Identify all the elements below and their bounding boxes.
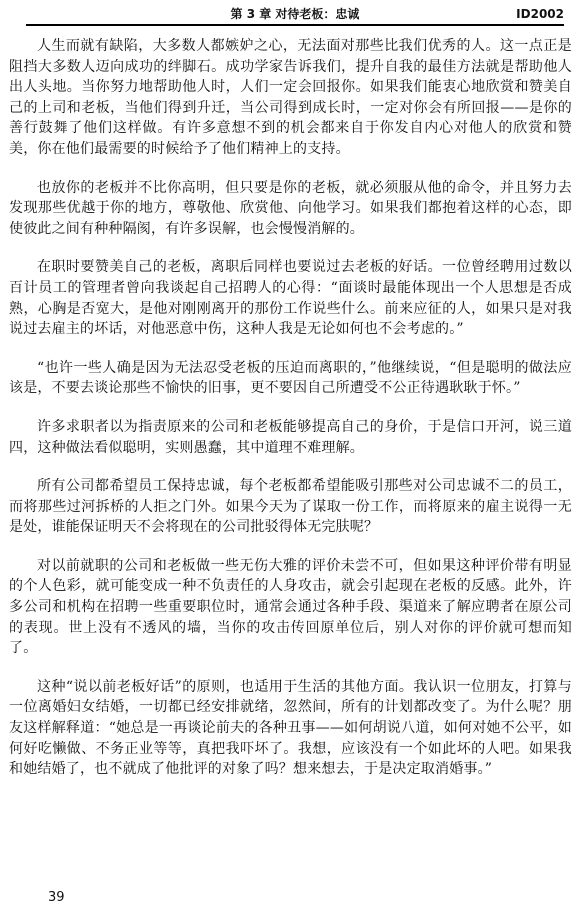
running-header: [26, 6, 564, 26]
chapter-title: 第 3 章 对待老板：忠诚: [230, 7, 360, 21]
paragraph: 人生而就有缺陷，大多数人都嫉妒之心，无法面对那些比我们优秀的人。这一点正是阻挡大多数人迈向成功的绊脚石。成功学家告诉我们，提升自我的最佳方法就是帮助他人出人头地。当你努力地帮助他人时，人们一定会回报你。如果我们能衷心地欣赏和赞美自己的上司和老板，当他们得到升迁，当公司得到成长时，一定对你会有所回报——是你的善行鼓舞了他们这样做。有许多意想不到的机会都来自于你发自内心对他人的欣赏和赞美，你在他们最需要的时候给予了他们精神上的支持。: [9, 38, 572, 157]
body-text: [9, 36, 572, 798]
paragraph: 在职时要赞美自己的老板，离职后同样也要说过去老板的好话。一位曾经聘用过数以百计员工的管理者曾向我谈起自己招聘人的心得：“面谈时最能体现出一个人思想是否成熟，心胸是否宽大，是他对刚刚离开的那份工作说些什么。前来应征的人，如果只是对我说过去雇主的坏话，对他恶意中伤，这种人我是无论如何也不会考虑的。”: [9, 259, 572, 338]
paragraph: 许多求职者以为指责原来的公司和老板能够提高自己的身价，于是信口开河，说三道四，这种做法看似聪明，实则愚蠢，其中道理不难理解。: [9, 418, 572, 456]
paragraph: 所有公司都希望员工保持忠诚，每个老板都希望能吸引那些对公司忠诚不二的员工，而将那些过河拆桥的人拒之门外。如果今天为了谋取一份工作，而将原来的雇主说得一无是处，谁能保证明天不会将现在的公司批驳得体无完肤呢？: [9, 478, 572, 536]
paragraph: 对以前就职的公司和老板做一些无伤大雅的评价未尝不可，但如果这种评价带有明显的个人色彩，就可能变成一种不负责任的人身攻击，就会引起现在老板的反感。此外，许多公司和机构在招聘一些重要职位时，通常会通过各种手段、渠道来了解应聘者在原公司的表现。世上没有不透风的墙，当你的攻击传回原单位后，别人对你的评价就可想而知了。: [9, 557, 572, 657]
paragraph: 也放你的老板并不比你高明，但只要是你的老板，就必须服从他的命令，并且努力去发现那些优越于你的地方，尊敬他、欣赏他、向他学习。如果我们都抱着这样的心态，即使彼此之间有种种隔阂，有许多误解，也会慢慢消解的。: [9, 179, 572, 237]
paragraph: 这种“说以前老板好话”的原则，也适用于生活的其他方面。我认识一位朋友，打算与一位离婚妇女结婚，一切都已经安排就绪，忽然间，所有的计划都改变了。为什么呢？朋友这样解释道：“她总是一再谈论前夫的各种丑事——如何胡说八道，如何对她不公平，如何好吃懒做、不务正业等等，真把我吓坏了。我想，应该没有一个如此坏的人吧。如果我和她结婚了，也不就成了他批评的对象了吗？想来想去，于是决定取消婚事。”: [9, 678, 572, 778]
page-number: 39: [48, 890, 65, 905]
document-id: ID2002: [516, 7, 564, 21]
paragraph: “也许一些人确是因为无法忍受老板的压迫而离职的，”他继续说，“但是聪明的做法应该是，不要去谈论那些不愉快的旧事，更不要因自己所遭受不公正待遇耿耿于怀。”: [9, 359, 572, 397]
